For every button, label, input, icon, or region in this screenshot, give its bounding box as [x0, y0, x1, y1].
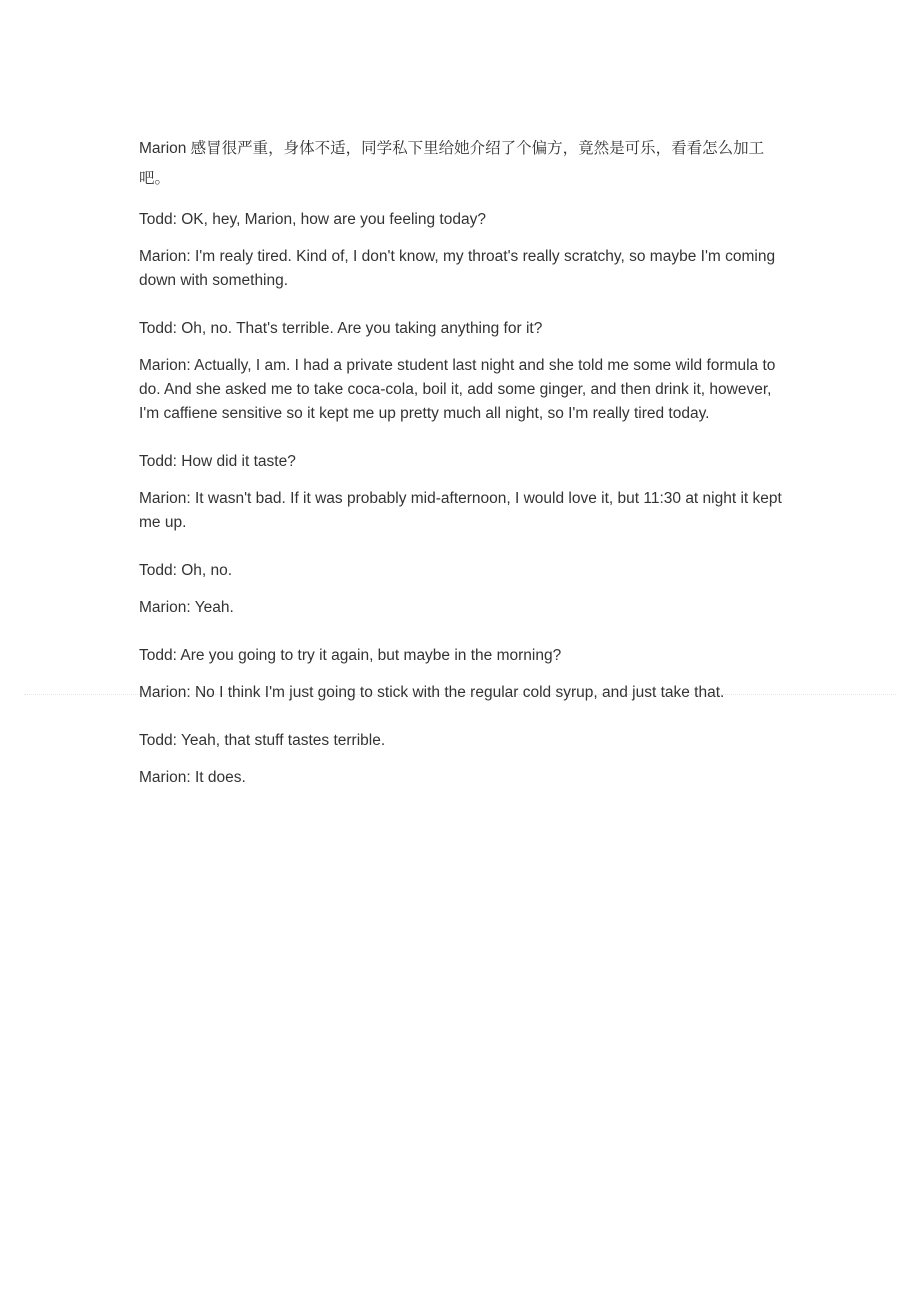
- dialogue-line: Todd: Oh, no. That's terrible. Are you taking anything for it?: [139, 320, 543, 337]
- intro-paragraph: Marion 感冒很严重，身体不适，同学私下里给她介绍了个偏方，竟然是可乐，看看怎么加工吧。: [139, 140, 765, 187]
- dialogue-line: Todd: How did it taste?: [139, 453, 296, 470]
- dialogue-line: Marion: It does.: [139, 769, 246, 786]
- dialogue-line: Marion: It wasn't bad. If it was probably mid-afternoon, I would love it, but 11:30 at night it kept me up.: [139, 490, 782, 531]
- dialogue-line: Todd: Oh, no.: [139, 562, 233, 579]
- dialogue-line: Todd: Are you going to try it again, but maybe in the morning?: [139, 647, 562, 664]
- dialogue-line: Todd: Yeah, that stuff tastes terrible.: [139, 732, 386, 749]
- dialogue-line: Marion: No I think I'm just going to stick with the regular cold syrup, and just take that.: [139, 684, 725, 701]
- dialogue-line: Marion: I'm realy tired. Kind of, I don't know, my throat's really scratchy, so maybe I'm coming down with something.: [139, 248, 776, 289]
- dialogue-line: Todd: OK, hey, Marion, how are you feeling today?: [139, 211, 486, 228]
- dialogue-line: Marion: Actually, I am. I had a private student last night and she told me some wild formula to do. And she asked me to take coca-cola, boil it, add some ginger, and then drink it, however, I'm caffiene sensitive so it kept me up pretty much all night, so I'm really tired today.: [139, 357, 776, 422]
- document-body: [139, 134, 787, 790]
- dialogue-line: Marion: Yeah.: [139, 599, 234, 616]
